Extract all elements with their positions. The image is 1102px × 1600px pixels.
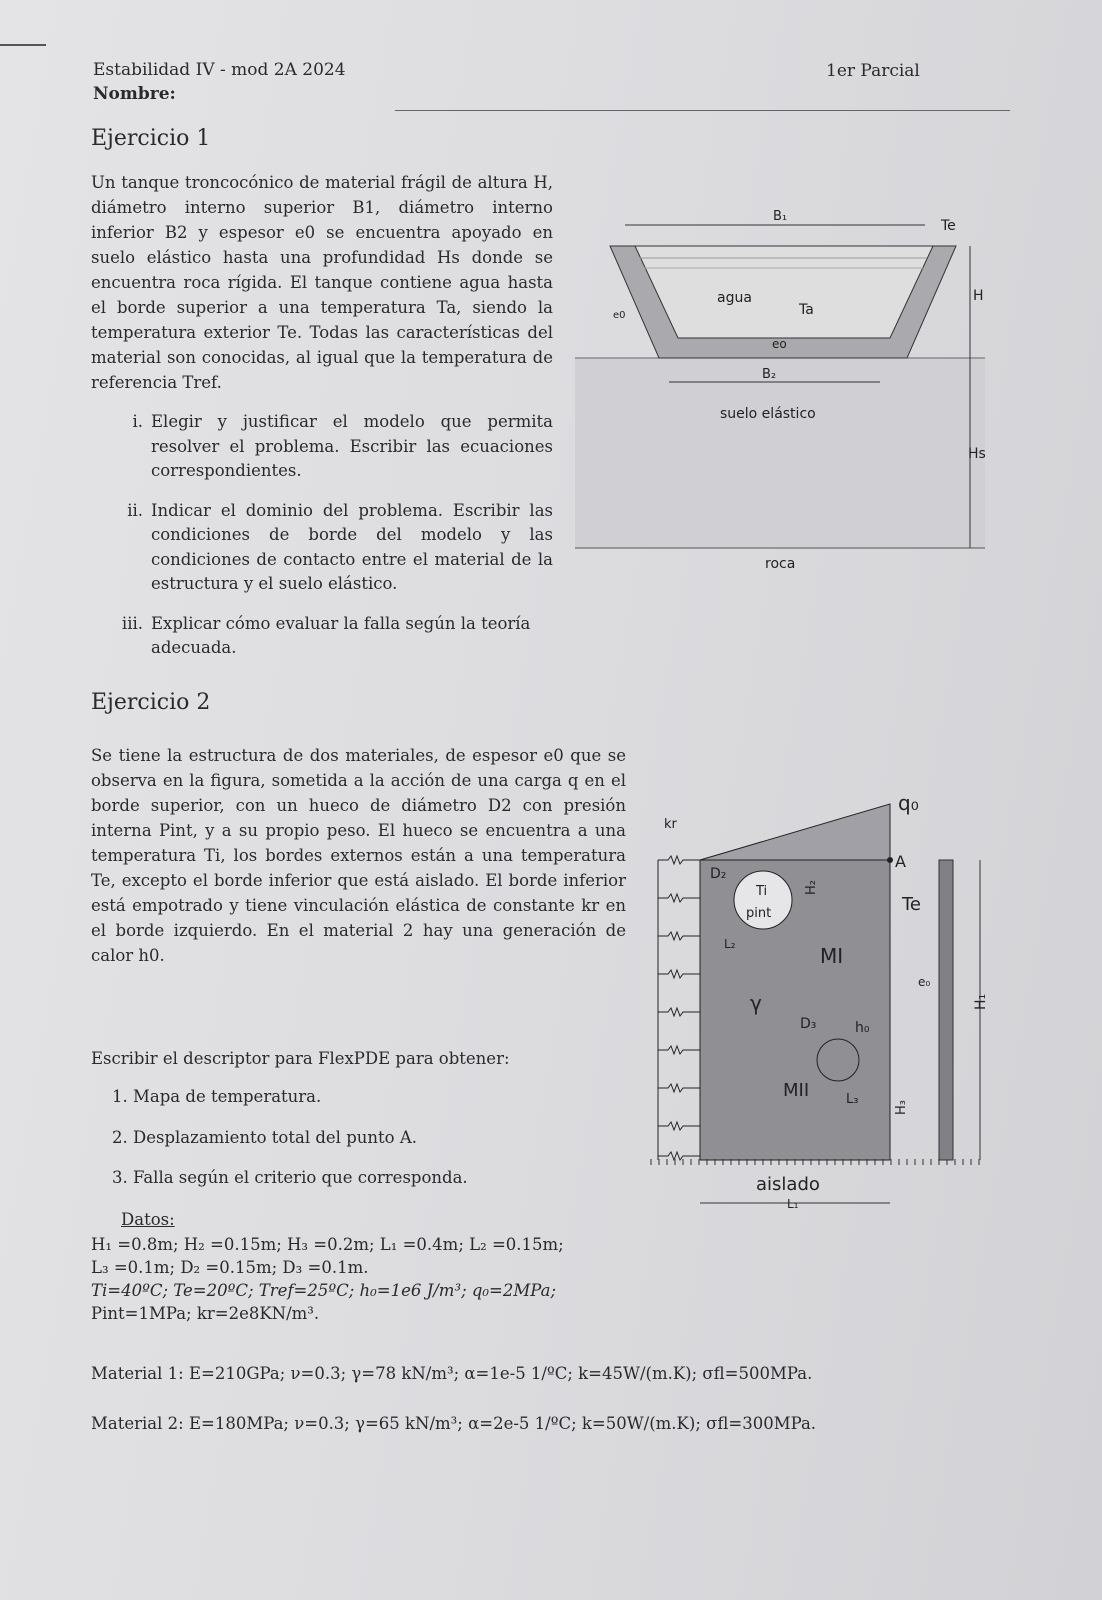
ex2-item [112,1166,468,1191]
tank-water [635,246,933,338]
ex1-statement: Un tanque troncocónico de material frágil de altura H, diámetro interno superior B1, diámetro interno inferior B2 y espesor e0 se encuentra apoyado en suelo elástico hasta una profundidad Hs donde se encuentra roca rígida. El tanque contiene agua hasta el borde superior a una temperatura Ta, siendo la temperatura exterior Te. Todas las características del material son conocidas, al igual que la temperatura de referencia Tref. [91,173,553,392]
b2-label: B₂ [762,367,777,382]
item-number: 3. [112,1168,128,1187]
item-text: Indicar el dominio del problema. Escribir las condiciones de borde del modelo y las condiciones de contacto entre el material de la estructura y el suelo elástico. [151,500,553,593]
datos-line: Ti=40ºC; Te=20ºC; Tref=25ºC; h₀=1e6 J/m³; q₀=2MPa; [91,1281,557,1300]
material-1-region [700,860,890,1160]
l1-label: L₁ [787,1197,799,1211]
h2-label: H₂ [804,880,819,895]
l2-label: L₂ [724,937,736,951]
point-a [887,857,893,863]
thickness-section [939,860,953,1160]
soil-label: suelo elástico [720,406,816,422]
name-label: Nombre: [93,84,176,104]
kr-label: kr [664,817,677,832]
b1-label: B₁ [773,209,788,224]
ex2-item [112,1085,468,1110]
datos-line: Pint=1MPa; kr=2e8KN/m³. [91,1304,320,1323]
h0-label: h₀ [855,1020,870,1036]
e0-wall-label: e0 [613,310,626,321]
item-number: iii. [121,613,143,633]
te-label: Te [902,894,922,915]
datos-line: H₁ =0.8m; H₂ =0.15m; H₃ =0.2m; L₁ =0.4m; L₂ =0.15m; [91,1235,564,1254]
item-number: 2. [112,1127,128,1147]
e0-bottom-label: eo [772,337,787,351]
ex1-item [91,612,553,661]
ex1-title: Ejercicio 1 [91,126,211,151]
structure-figure [650,790,1010,1230]
ex2-statement: Se tiene la estructura de dos materiales, de espesor e0 que se observa en la figura, sometida a la acción de una carga q en el borde superior, con un hueco de diámetro D2 con presión interna Pint, y a su propio peso. El hueco se encuentra a una temperatura Ti, los bordes externos están a una temperatura Te, excepto el borde inferior que está aislado. El borde inferior está empotrado y tiene vinculación elástica de constante kr en el borde izquierdo. En el material 2 hay una generación de calor h0. [91,746,626,965]
item-number: 1. [112,1087,128,1106]
te-label: Te [941,218,956,234]
ex1-item [91,499,553,597]
tank-figure [575,200,1015,580]
item-text: Desplazamiento total del punto A. [133,1127,417,1147]
soil-region [575,358,985,548]
material-2: Material 2: E=180MPa; ν=0.3; γ=65 kN/m³; α=2e-5 1/ºC; k=50W/(m.K); σfl=300MPa. [91,1414,817,1433]
h3-label: H₃ [894,1100,909,1115]
item-text: Mapa de temperatura. [133,1087,322,1106]
h1-label: H₁ [973,993,989,1010]
material-1-label: MI [820,944,844,968]
ex2-title: Ejercicio 2 [91,690,211,715]
l3-label: L₃ [846,1092,859,1107]
item-number: ii. [127,500,143,520]
ti-label: Ti [756,884,768,899]
ex1-item [91,410,553,484]
d3-label: D₃ [800,1016,817,1032]
water-label: agua [717,290,752,306]
springs [658,856,700,1160]
ta-label: Ta [799,302,814,318]
page-edge-mark [0,44,46,46]
datos-label: Datos: [121,1210,175,1229]
point-a-label: A [895,852,906,871]
load-distribution [700,804,890,860]
pint-label: pint [746,906,772,921]
item-number: i. [132,412,143,431]
ex1-items [91,410,553,661]
ex2-items [112,1085,468,1191]
hs-label: Hs [968,446,986,462]
item-text: Elegir y justificar el modelo que permita resolver el problema. Escribir las ecuaciones correspondientes. [151,412,553,480]
material-1: Material 1: E=210GPa; ν=0.3; γ=78 kN/m³; α=1e-5 1/ºC; k=45W/(m.K); σfl=500MPa. [91,1364,813,1383]
item-text: Explicar cómo evaluar la falla según la teoría adecuada. [151,613,531,657]
rock-label: roca [765,556,796,572]
item-text: Falla según el criterio que corresponda. [133,1168,468,1187]
h-label: H [973,288,984,304]
ex2-task: Escribir el descriptor para FlexPDE para obtener: [91,1049,510,1068]
datos-block [91,1233,564,1325]
e0-label: e₀ [918,975,931,989]
q0-label: q₀ [898,791,919,815]
header-rule [395,110,1010,111]
insulated-label: aislado [756,1174,820,1195]
exam-title: 1er Parcial [826,61,920,81]
datos-line: L₃ =0.1m; D₂ =0.15m; D₃ =0.1m. [91,1258,369,1277]
course-title: Estabilidad IV - mod 2A 2024 [93,60,346,80]
d2-label: D₂ [710,866,727,882]
gamma-label: γ [750,991,762,1015]
material-2-label: MII [783,1080,810,1101]
ex2-item [112,1126,468,1151]
